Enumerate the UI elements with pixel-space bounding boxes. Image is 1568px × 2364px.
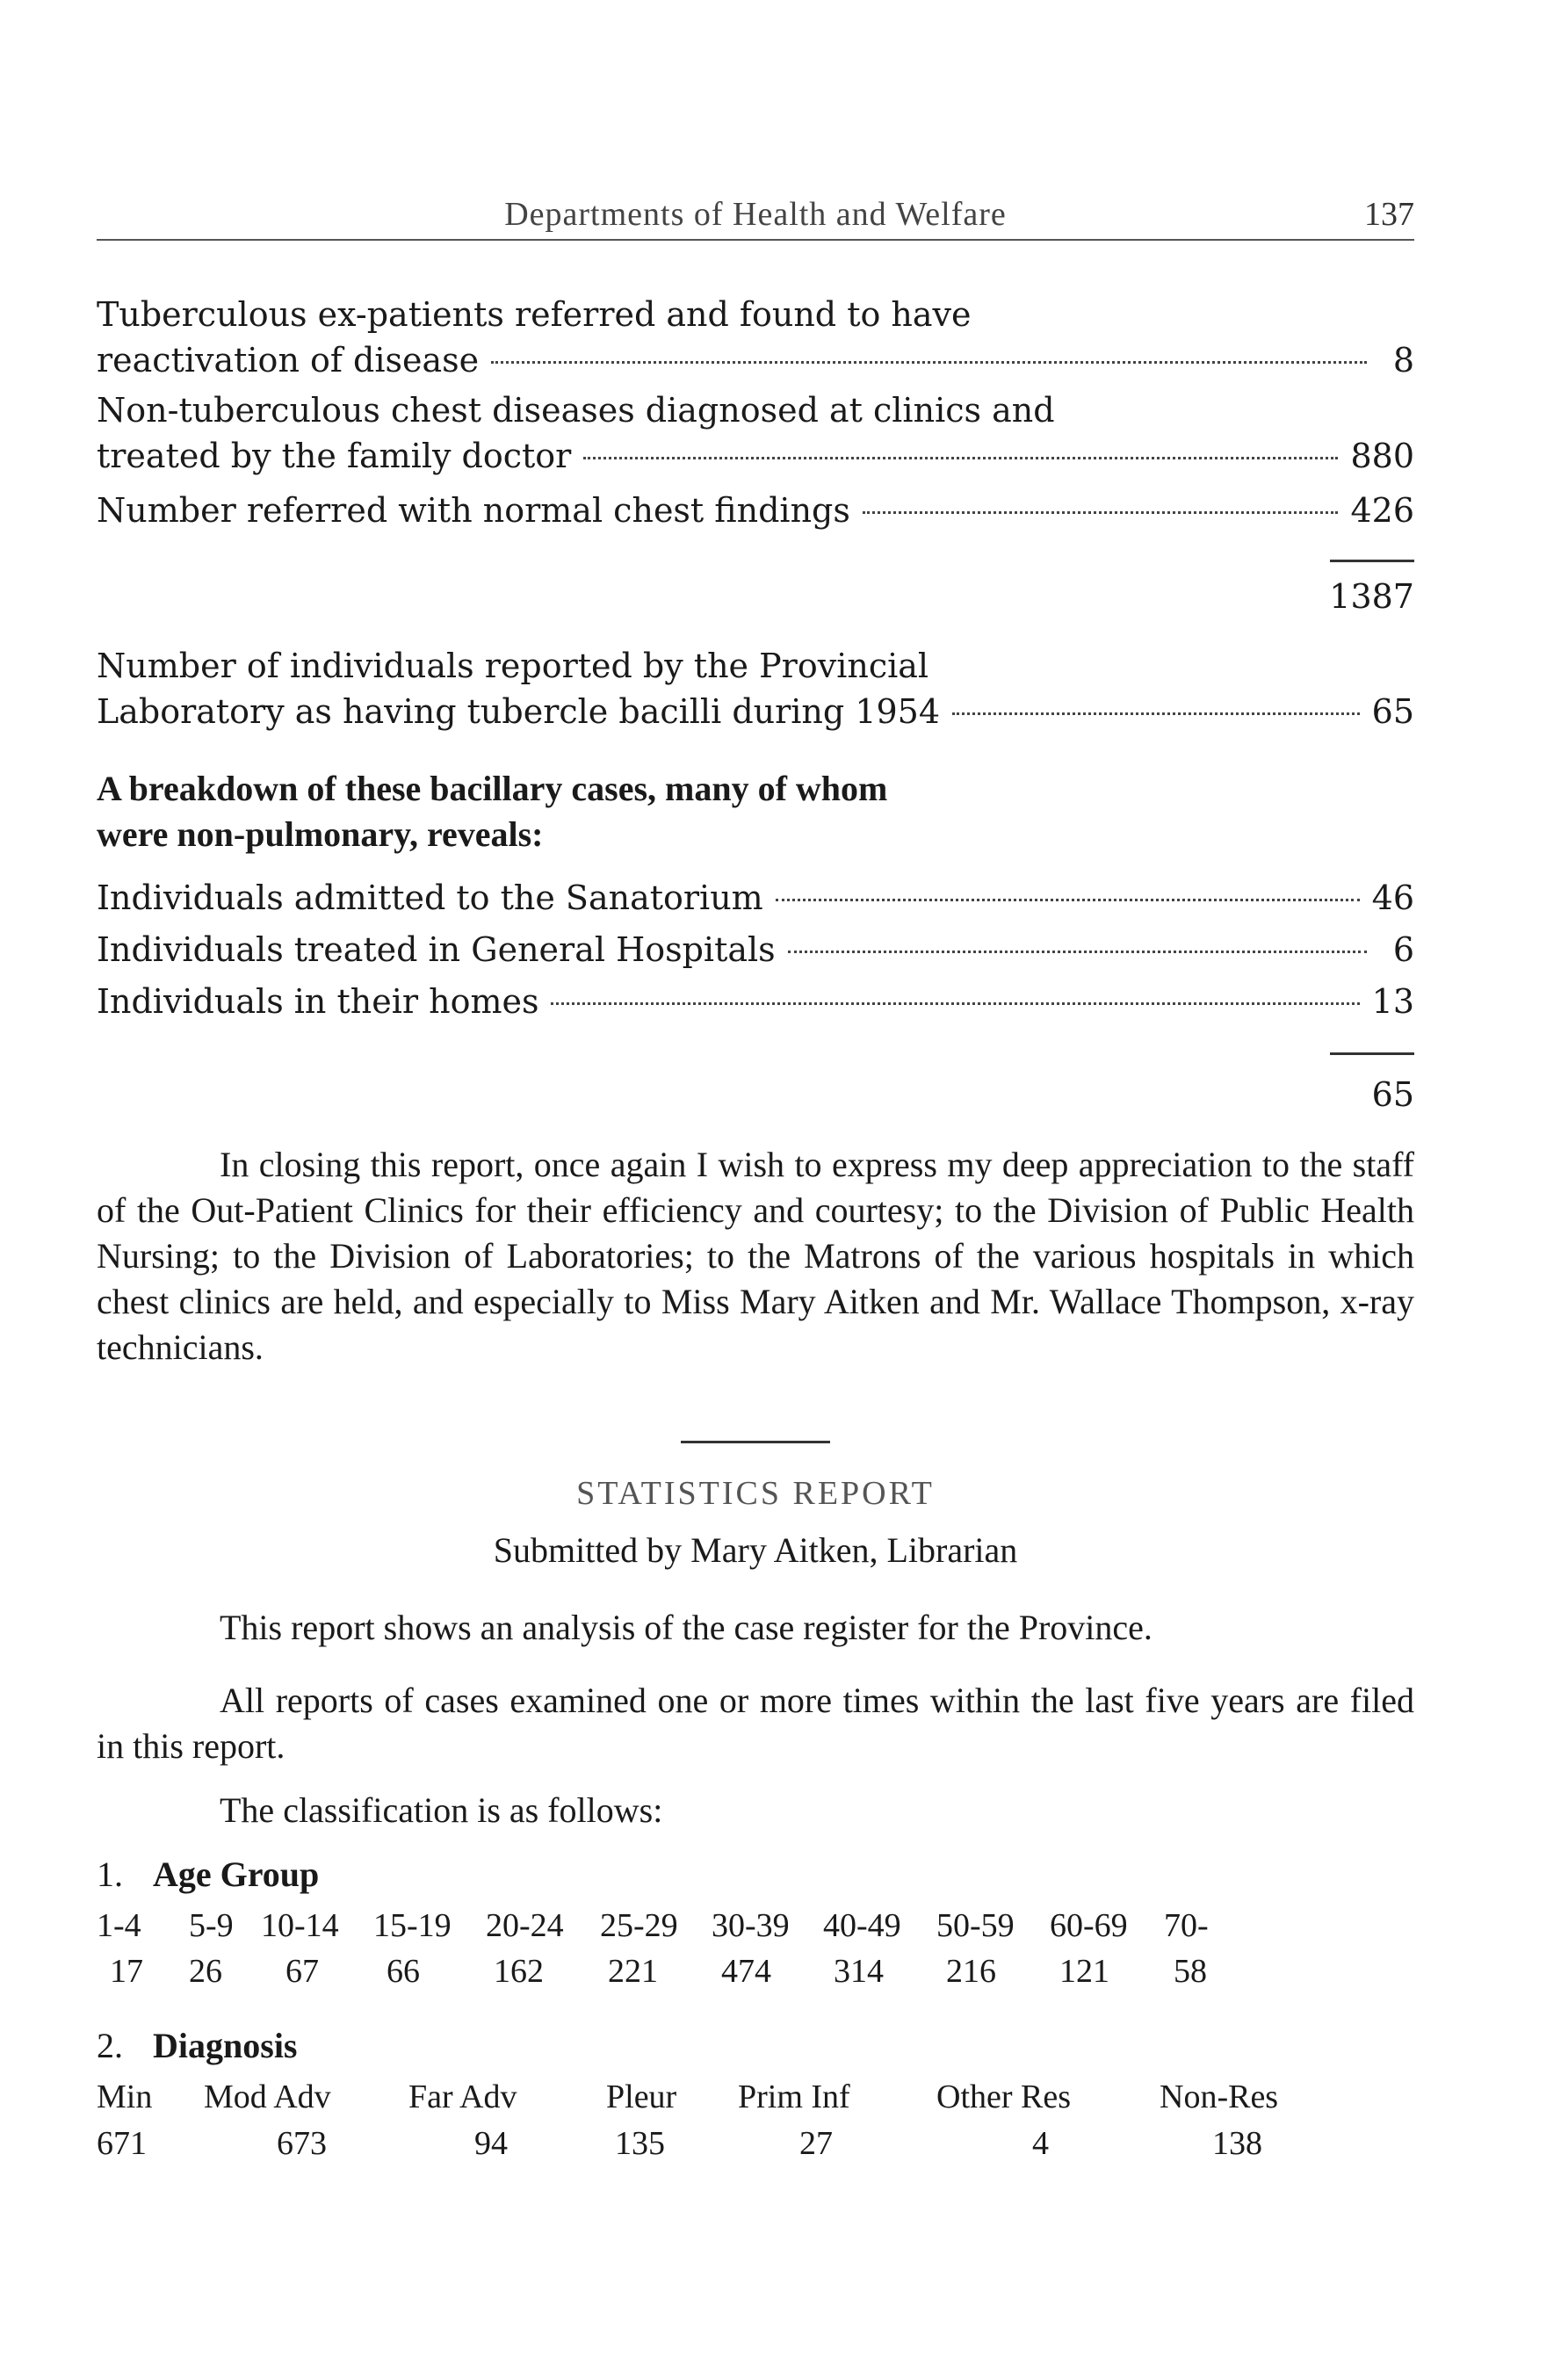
entry-non-tuberculous [97, 387, 1414, 479]
dot-leader [491, 361, 1367, 364]
age-value: 66 [387, 1953, 420, 1990]
diagnosis-value: 27 [799, 2125, 833, 2162]
section-rule [681, 1441, 830, 1443]
dot-leader [583, 457, 1338, 459]
diagnosis-heading [97, 2025, 298, 2066]
diagnosis-header: Far Adv [408, 2078, 517, 2115]
statistics-paragraph: The classification is as follows: [220, 1790, 663, 1830]
page-number: 137 [1364, 196, 1414, 233]
age-value: 314 [834, 1953, 884, 1990]
age-value: 474 [721, 1953, 771, 1990]
total-rule [1330, 560, 1414, 562]
total-value: 65 [1371, 1075, 1414, 1114]
breakdown-heading [97, 766, 1414, 857]
diagnosis-value: 4 [1032, 2125, 1049, 2162]
diagnosis-value: 94 [474, 2125, 508, 2162]
breakdown-label: Individuals in their homes [97, 982, 539, 1021]
age-value: 216 [946, 1953, 996, 1990]
dot-leader [551, 1002, 1359, 1005]
section-subtitle: Submitted by Mary Aitken, Librarian [493, 1530, 1018, 1570]
diagnosis-value: 138 [1212, 2125, 1262, 2162]
dot-leader [776, 899, 1360, 901]
age-header: 15-19 [373, 1907, 452, 1944]
entry-line: Laboratory as having tubercle bacilli during 1954 [97, 692, 941, 731]
diagnosis-header: Prim Inf [738, 2078, 850, 2115]
dot-leader [863, 511, 1339, 514]
diagnosis-value-row [97, 2124, 1414, 2168]
dot-leader [952, 712, 1360, 715]
entry-line: Tuberculous ex-patients referred and found to have [97, 295, 972, 334]
age-group-value-row [97, 1952, 1414, 1996]
closing-paragraph: In closing this report, once again I wish to express my deep appreciation to the staff of the Out-Patient Clinics for their efficiency and courtesy; to the Division of Public Health Nursing; to the Division of Laboratories; to the Matrons of the various hospitals in which chest clinics are held, and especially to Miss Mary Aitken and Mr. Wallace Thompson, x-ray technicians. [97, 1145, 1414, 1367]
breakdown-row [97, 979, 1414, 1024]
age-value: 17 [110, 1953, 143, 1990]
entry-leader-row [97, 433, 1414, 479]
entry-normal-findings [97, 488, 1414, 533]
entry-line: Number referred with normal chest findings [97, 491, 850, 530]
age-header: 60-69 [1050, 1907, 1128, 1944]
diagnosis-header: Other Res [936, 2078, 1072, 2115]
diagnosis-value: 673 [277, 2125, 327, 2162]
age-value: 58 [1174, 1953, 1207, 1990]
breakdown-value: 6 [1392, 930, 1414, 969]
age-header: 20-24 [486, 1907, 564, 1944]
breakdown-row [97, 927, 1414, 972]
diagnosis-value: 671 [97, 2125, 147, 2162]
page-header [97, 195, 1414, 241]
age-header: 70- [1164, 1907, 1209, 1944]
section-title: STATISTICS REPORT [576, 1475, 935, 1512]
breakdown-value: 13 [1371, 982, 1414, 1021]
entry-value: 8 [1392, 341, 1414, 380]
age-header: 1-4 [97, 1907, 141, 1944]
statistics-paragraph: All reports of cases examined one or more times within the last five years are filed in this report. [97, 1681, 1414, 1766]
dot-leader [788, 951, 1367, 953]
breakdown-label: Individuals treated in General Hospitals [97, 930, 776, 969]
section-number: 1. [97, 1854, 123, 1894]
age-header: 10-14 [261, 1907, 339, 1944]
age-value: 26 [189, 1953, 222, 1990]
entry-reactivation [97, 292, 1414, 383]
entry-leader-row [97, 488, 1414, 533]
age-group-heading [97, 1854, 319, 1895]
diagnosis-value: 135 [615, 2125, 665, 2162]
age-header: 5-9 [189, 1907, 234, 1944]
total-rule [1330, 1052, 1414, 1055]
entry-value: 880 [1350, 437, 1414, 475]
entry-line: Number of individuals reported by the Provincial [97, 647, 929, 685]
breakdown-row [97, 875, 1414, 921]
statistics-paragraph: This report shows an analysis of the case register for the Province. [220, 1608, 1153, 1647]
age-header: 30-39 [712, 1907, 790, 1944]
age-header: 40-49 [823, 1907, 901, 1944]
diagnosis-header-row [97, 2078, 1414, 2122]
entry-line: Non-tuberculous chest diseases diagnosed at clinics and [97, 391, 1055, 430]
entry-leader-row [97, 689, 1414, 734]
entry-value: 426 [1350, 491, 1414, 530]
section-heading: Diagnosis [153, 2026, 298, 2065]
age-header: 50-59 [936, 1907, 1015, 1944]
diagnosis-header: Min [97, 2078, 153, 2115]
diagnosis-header: Non-Res [1160, 2078, 1279, 2115]
total-value: 1387 [1329, 577, 1414, 616]
section-heading: Age Group [153, 1854, 320, 1894]
running-head: Departments of Health and Welfare [504, 196, 1007, 233]
entry-line: reactivation of disease [97, 341, 480, 380]
age-group-header-row [97, 1906, 1414, 1950]
age-value: 121 [1059, 1953, 1109, 1990]
age-value: 67 [285, 1953, 319, 1990]
breakdown-heading-line: A breakdown of these bacillary cases, many of whom [97, 769, 888, 808]
entry-leader-row [97, 337, 1414, 383]
entry-line: treated by the family doctor [97, 437, 572, 475]
diagnosis-header: Pleur [606, 2078, 677, 2115]
age-value: 221 [608, 1953, 658, 1990]
diagnosis-header: Mod Adv [204, 2078, 331, 2115]
breakdown-label: Individuals admitted to the Sanatorium [97, 878, 763, 917]
section-number: 2. [97, 2026, 123, 2065]
age-value: 162 [494, 1953, 544, 1990]
entry-laboratory [97, 643, 1414, 734]
age-header: 25-29 [600, 1907, 678, 1944]
breakdown-heading-line: were non-pulmonary, reveals: [97, 814, 544, 854]
breakdown-value: 46 [1371, 878, 1414, 917]
entry-value: 65 [1371, 692, 1414, 731]
